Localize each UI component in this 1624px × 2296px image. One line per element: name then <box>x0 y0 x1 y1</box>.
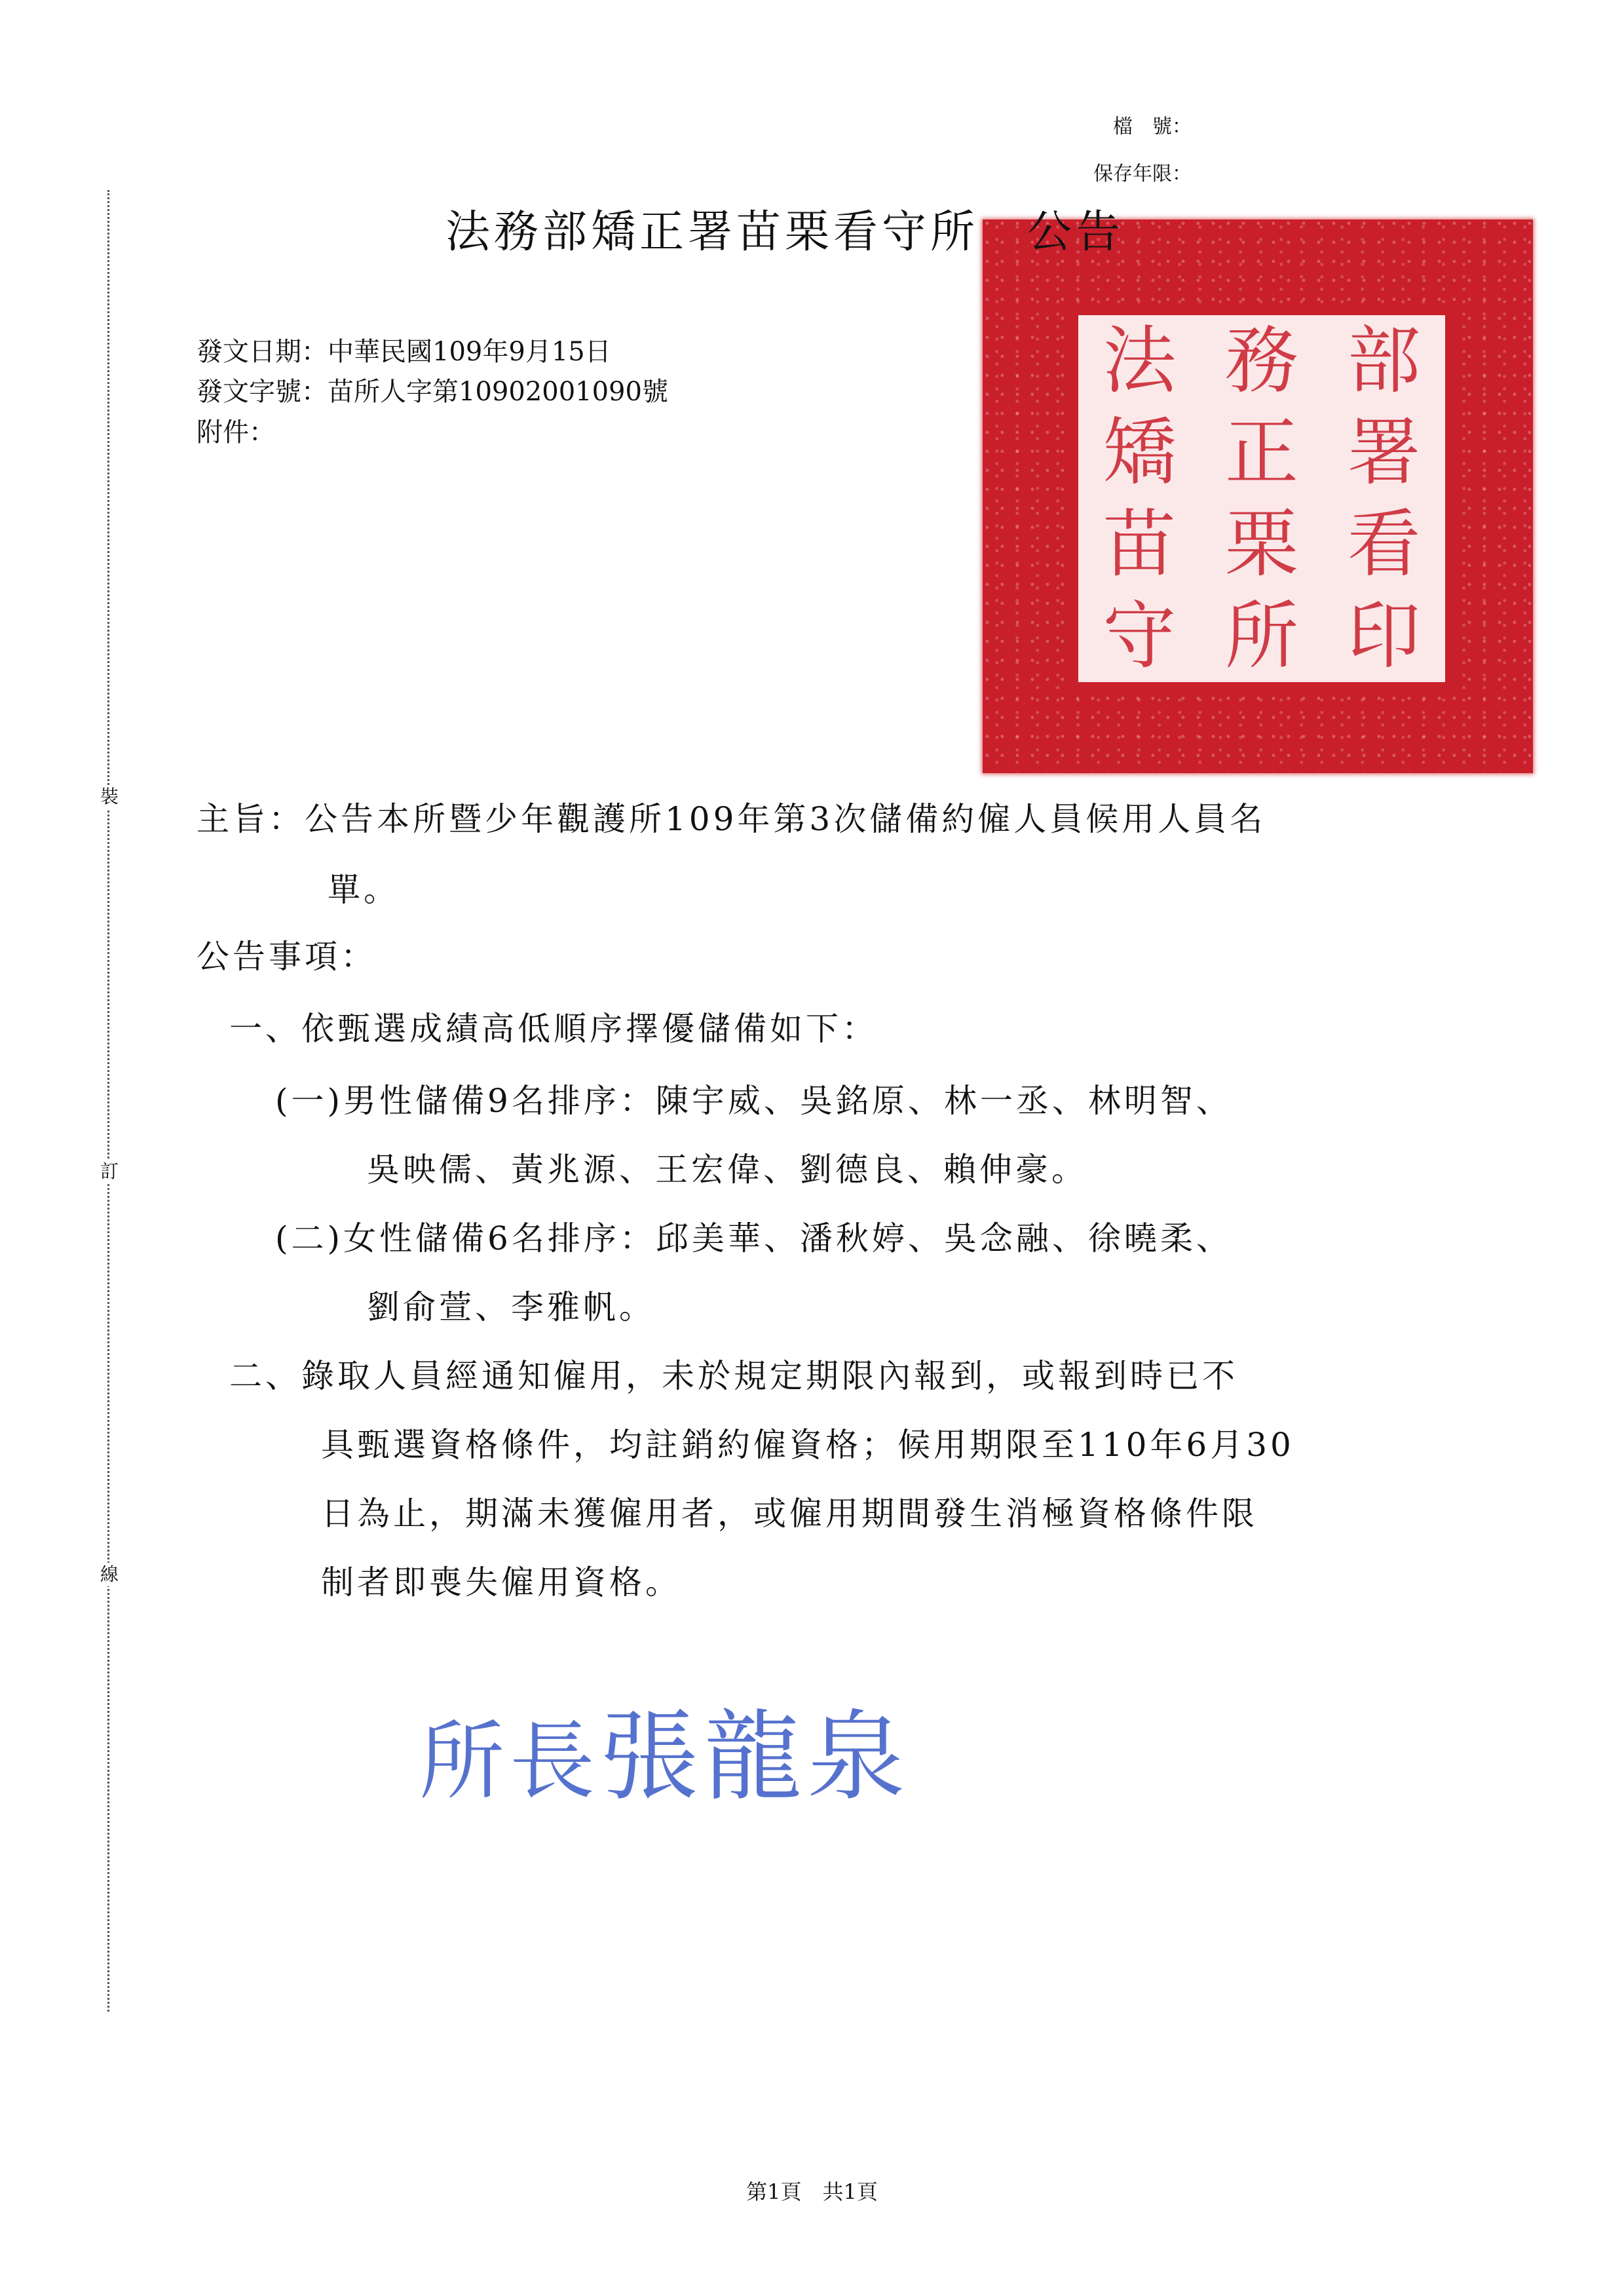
seal-char: 看 <box>1347 502 1421 587</box>
seal-char: 部 <box>1347 318 1421 404</box>
page-number: 第1頁 共1頁 <box>746 2179 878 2204</box>
binding-line <box>107 190 109 2012</box>
seal-char: 署 <box>1347 410 1421 495</box>
notice-heading: 公告事項： <box>197 938 377 976</box>
retention-period-label: 保存年限： <box>1093 163 1192 185</box>
issue-date: 發文日期：中華民國109年9月15日 <box>197 337 611 367</box>
seal-char: 務 <box>1224 318 1298 404</box>
seal-char: 印 <box>1347 594 1421 679</box>
notice-item-2-line-1: 二、錄取人員經通知僱用，未於規定期限內報到，或報到時已不 <box>229 1357 1238 1395</box>
seal-inner-frame <box>1068 305 1456 693</box>
attachment-label: 附件： <box>197 417 275 448</box>
subject-line-1: 主旨：公告本所暨少年觀護所109年第3次儲備約僱人員候用人員名 <box>197 800 1266 838</box>
seal-char: 正 <box>1224 410 1298 495</box>
reference-number: 發文字號：苗所人字第10902001090號 <box>197 377 668 407</box>
seal-char: 所 <box>1224 594 1298 679</box>
notice-item-1-2-line-2: 劉俞萱、李雅帆。 <box>367 1288 655 1326</box>
seal-char: 法 <box>1103 318 1177 404</box>
signature-name: 張龍泉 <box>600 1700 911 1814</box>
director-signature-stamp <box>419 1677 911 1819</box>
file-number-label: 檔 號： <box>1113 115 1192 138</box>
notice-item-1-1-line-1: (一)男性儲備9名排序：陳宇威、吳銘原、林一丞、林明智、 <box>275 1082 1232 1120</box>
notice-item-1-1-line-2: 吳映儒、黃兆源、王宏偉、劉德良、賴伸豪。 <box>367 1151 1087 1189</box>
seal-char: 守 <box>1103 594 1177 679</box>
official-seal <box>983 220 1533 773</box>
notice-item-1-2-line-1: (二)女性儲備6名排序：邱美華、潘秋婷、吳念融、徐曉柔、 <box>275 1219 1232 1257</box>
document-title: 法務部矯正署苗栗看守所 公告 <box>445 206 1125 258</box>
seal-char: 栗 <box>1224 502 1298 587</box>
signature-title: 所長 <box>419 1712 601 1811</box>
notice-item-2-line-4: 制者即喪失僱用資格。 <box>321 1563 681 1601</box>
binding-label-bottom: 線 <box>98 1563 121 1586</box>
seal-char: 苗 <box>1103 502 1177 587</box>
binding-label-middle: 訂 <box>98 1160 121 1183</box>
seal-char: 矯 <box>1103 410 1177 495</box>
notice-item-1: 一、依甄選成績高低順序擇優儲備如下： <box>229 1010 878 1048</box>
notice-item-2-line-3: 日為止，期滿未獲僱用者，或僱用期間發生消極資格條件限 <box>321 1495 1258 1533</box>
binding-label-top: 裝 <box>98 785 121 809</box>
notice-item-2-line-2: 具甄選資格條件，均註銷約僱資格；候用期限至110年6月30 <box>321 1426 1294 1464</box>
subject-line-2: 單。 <box>328 871 400 909</box>
